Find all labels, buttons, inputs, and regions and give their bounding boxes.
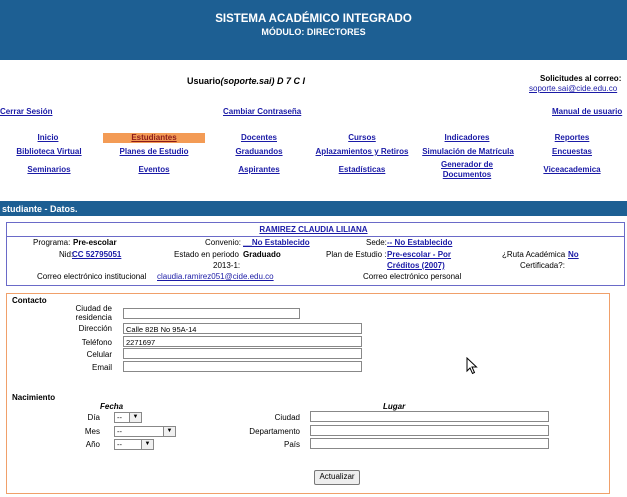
email-inst-value[interactable]: claudia.ramirez051@cide.edu.co (157, 272, 274, 281)
nav-biblioteca-virtual[interactable]: Biblioteca Virtual (16, 147, 82, 156)
logout-link[interactable]: Cerrar Sesión (0, 107, 53, 116)
ciudad-nacimiento-label: Ciudad (274, 413, 300, 422)
user-name: (soporte.sai) D 7 C I (220, 76, 306, 86)
nav-generador-line2[interactable]: Documentos (442, 170, 492, 179)
estado-value: Graduado (243, 250, 281, 259)
nid-value[interactable]: CC 52795051 (72, 250, 122, 259)
nid-label: Nid: (59, 250, 74, 259)
email-label: Email (91, 363, 112, 372)
celular-label: Celular (86, 350, 112, 359)
ciudad-residencia-input[interactable] (123, 308, 300, 319)
convenio-value[interactable]: __No Establecido (243, 238, 310, 247)
ciudad-label-line1: Ciudad de (75, 304, 112, 313)
lugar-heading: Lugar (383, 402, 406, 411)
app-title: SISTEMA ACADÉMICO INTEGRADO (215, 13, 412, 25)
nav-eventos[interactable]: Eventos (138, 165, 170, 174)
nav-cursos[interactable]: Cursos (348, 133, 376, 142)
celular-input[interactable] (123, 348, 362, 359)
nav-estadisticas[interactable]: Estadísticas (338, 165, 386, 174)
ruta-value[interactable]: No (568, 250, 579, 259)
nav-graduandos[interactable]: Graduandos (235, 147, 283, 156)
nav-viceacademica[interactable]: Viceacademica (543, 165, 601, 174)
birth-heading: Nacimiento (12, 393, 56, 402)
ciudad-nacimiento-input[interactable] (310, 411, 549, 422)
nav-indicadores[interactable]: Indicadores (444, 133, 490, 142)
dia-select-value: -- (117, 413, 122, 422)
mes-select-value: -- (117, 427, 122, 436)
email-personal-label: Correo electrónico personal (363, 272, 462, 281)
departamento-input[interactable] (310, 425, 549, 436)
dia-select[interactable] (114, 412, 142, 423)
sede-value[interactable]: -- No Establecido (387, 238, 453, 247)
programa-value: Pre-escolar (73, 238, 117, 247)
section-title: studiante - Datos. (2, 204, 78, 214)
section-bar (0, 201, 627, 216)
nav-encuestas[interactable]: Encuestas (551, 147, 593, 156)
nav-aspirantes[interactable]: Aspirantes (238, 165, 280, 174)
user-manual-link[interactable]: Manual de usuario (552, 107, 623, 116)
telefono-label: Teléfono (81, 338, 112, 347)
support-email-link[interactable]: soporte.sai@cide.edu.co (529, 84, 618, 93)
contact-heading: Contacto (12, 296, 47, 305)
change-password-link[interactable]: Cambiar Contraseña (223, 107, 302, 116)
ciudad-label-line2: residencia (75, 313, 112, 322)
update-button[interactable]: Actualizar (314, 470, 360, 485)
estado-label: Estado en periodo (174, 250, 239, 259)
chevron-down-icon: ▼ (129, 413, 141, 422)
nav-inicio[interactable]: Inicio (37, 133, 59, 142)
departamento-label: Departamento (249, 427, 300, 436)
estado-period: 2013-1: (213, 261, 241, 270)
programa-label: Programa: (33, 238, 71, 247)
direccion-label: Dirección (78, 324, 112, 333)
nav-generador-documentos[interactable] (430, 160, 504, 180)
convenio-label: Convenio: (205, 238, 242, 247)
mes-label: Mes (84, 427, 100, 436)
requests-label: Solicitudes al correo: (540, 74, 622, 83)
nav-seminarios[interactable]: Seminarios (27, 165, 71, 174)
ruta-label-2: Certificada?: (520, 261, 565, 270)
mes-select[interactable] (114, 426, 176, 437)
ciudad-residencia-label (60, 304, 112, 322)
telefono-input[interactable]: 2271697 (123, 336, 362, 347)
nav-docentes[interactable]: Docentes (240, 133, 277, 142)
nav-generador-line1[interactable]: Generador de (440, 160, 493, 169)
pais-input[interactable] (310, 438, 549, 449)
sede-label: Sede: (366, 238, 387, 247)
user-label: Usuario (187, 76, 221, 86)
pais-label: País (283, 440, 300, 449)
ruta-label-1: ¿Ruta Académica (502, 250, 566, 259)
plan-label: Plan de Estudio : (326, 250, 387, 259)
email-inst-label: Correo electrónico institucional (37, 272, 147, 281)
chevron-down-icon: ▼ (163, 427, 175, 436)
chevron-down-icon: ▼ (141, 440, 153, 449)
nav-estudiantes[interactable]: Estudiantes (103, 133, 205, 143)
student-name-link[interactable]: RAMIREZ CLAUDIA LILIANA (259, 225, 368, 234)
plan-value-line2[interactable]: Créditos (2007) (387, 261, 445, 270)
direccion-input[interactable]: Calle 82B No 95A-14 (123, 323, 362, 334)
nav-aplazamientos[interactable]: Aplazamientos y Retiros (315, 147, 409, 156)
plan-value-line1[interactable]: Pre-escolar - Por (387, 250, 452, 259)
mouse-cursor-icon (466, 357, 480, 375)
nav-planes-de-estudio[interactable]: Planes de Estudio (119, 147, 189, 156)
nav-simulacion-matricula[interactable]: Simulación de Matrícula (422, 147, 514, 156)
email-input[interactable] (123, 361, 362, 372)
anio-label: Año (85, 440, 100, 449)
nav-reportes[interactable]: Reportes (554, 133, 590, 142)
dia-label: Día (87, 413, 100, 422)
anio-select[interactable] (114, 439, 154, 450)
student-box-divider (7, 236, 624, 237)
fecha-heading: Fecha (100, 402, 124, 411)
anio-select-value: -- (117, 440, 122, 449)
user-info (187, 76, 305, 86)
module-title: MÓDULO: DIRECTORES (261, 27, 366, 37)
